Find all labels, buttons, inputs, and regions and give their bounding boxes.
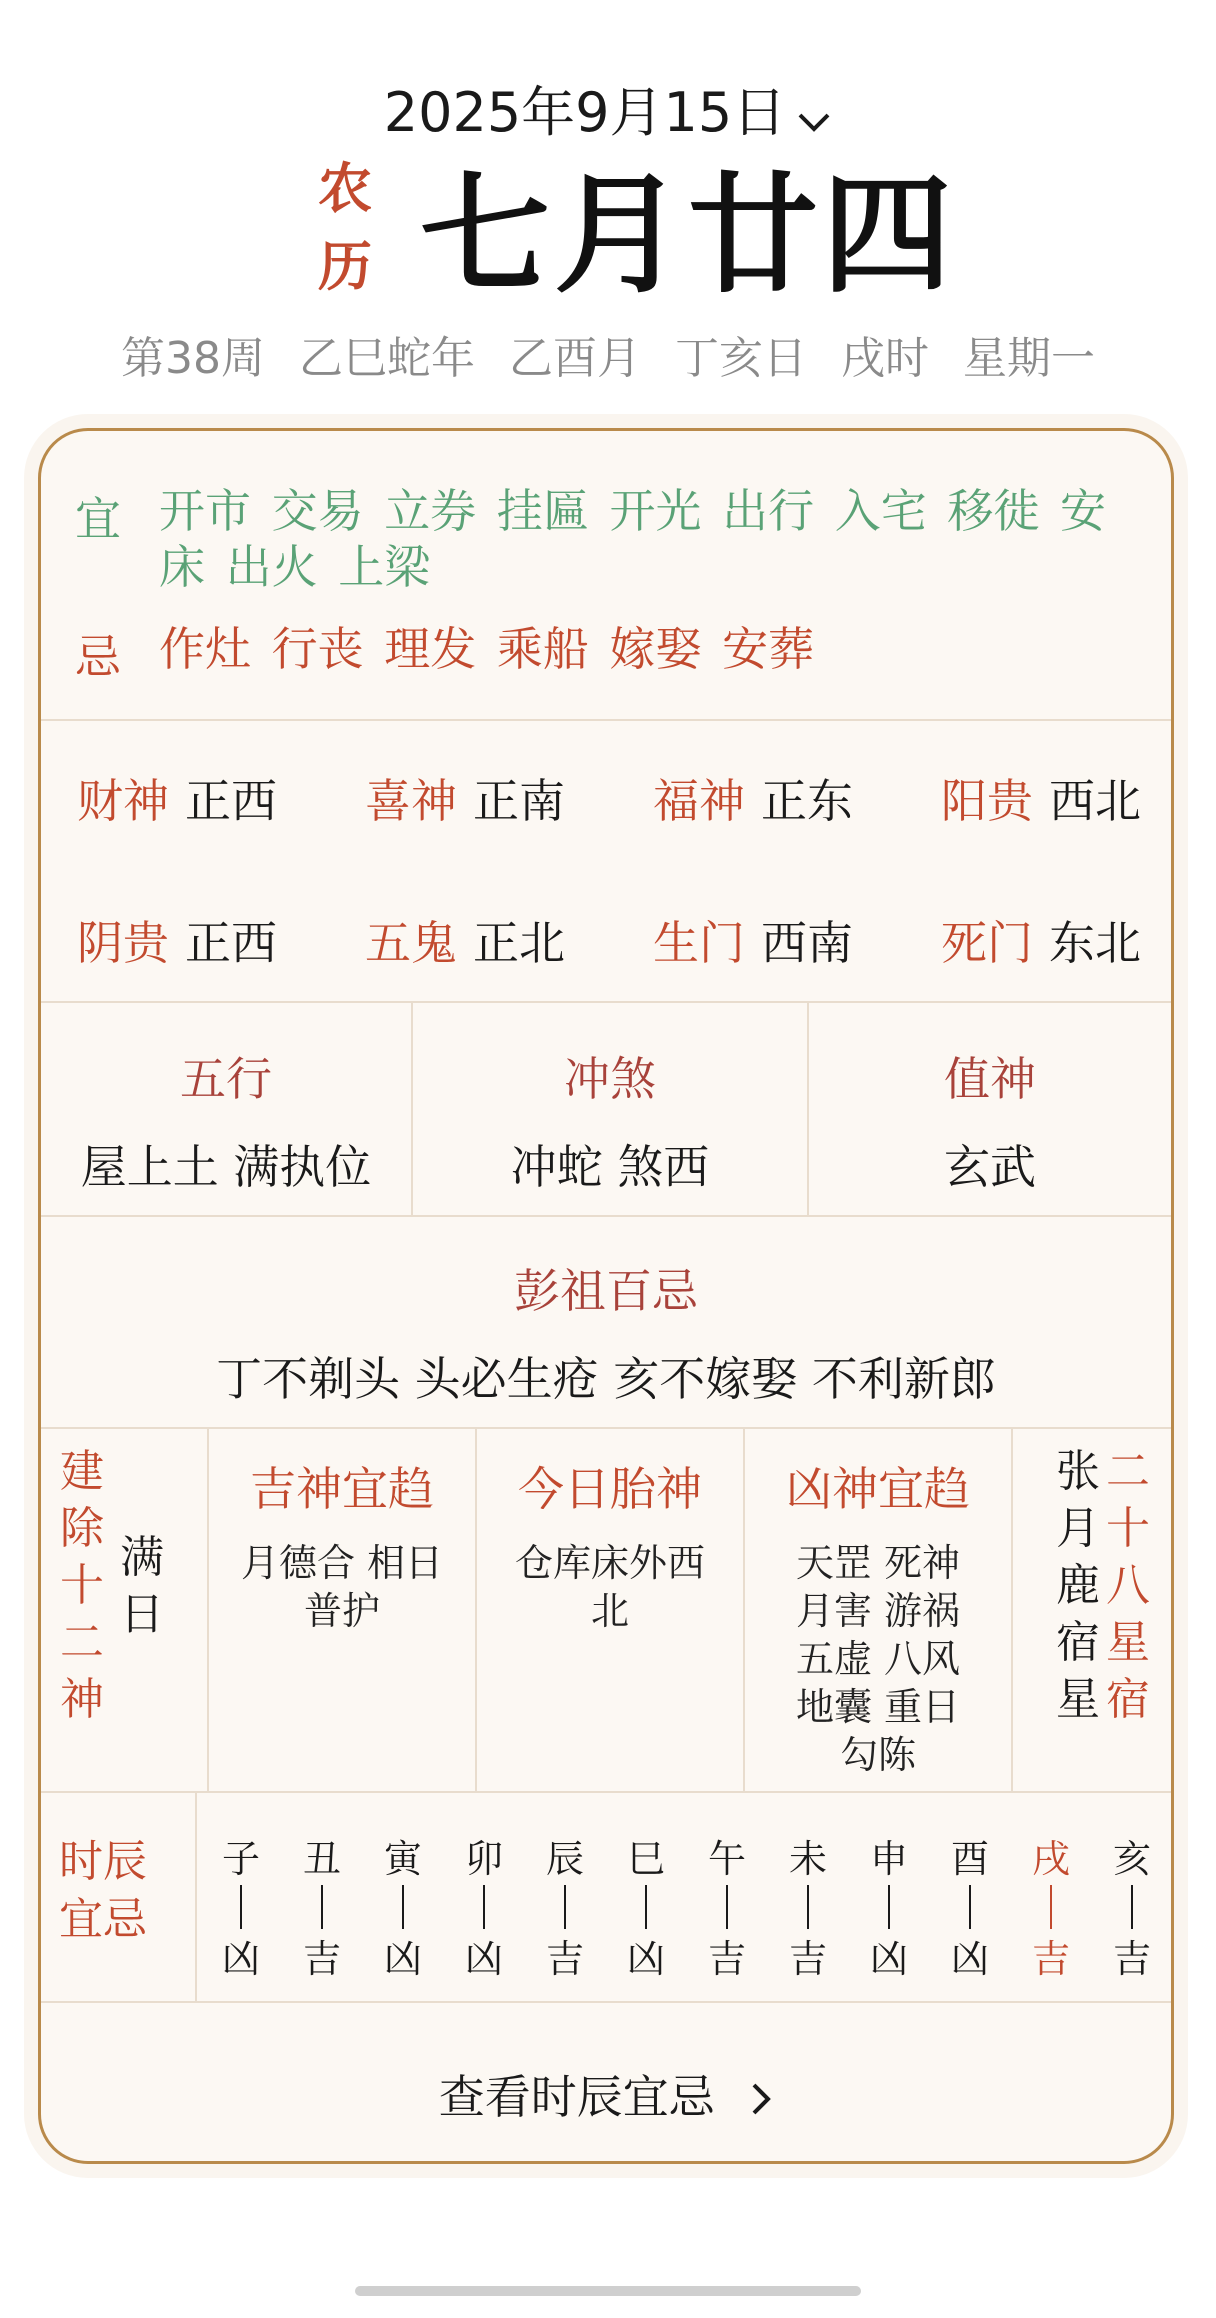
- hour-luck: 吉: [1112, 1937, 1151, 1981]
- jishen-line: 普护: [303, 1589, 380, 1633]
- hour-separator: [780, 1885, 836, 1937]
- hour-branch: 午: [707, 1837, 746, 1881]
- hour-separator: [618, 1885, 674, 1937]
- hour-branch: 卯: [464, 1837, 503, 1881]
- hour-branch: 子: [221, 1837, 260, 1881]
- god-five-ghosts: 五鬼 正北: [365, 916, 565, 970]
- jianchu-value: 满 日: [120, 1532, 164, 1640]
- hour-item[interactable]: [1104, 1837, 1160, 1981]
- xiongshen-line: 勾陈: [839, 1733, 916, 1777]
- zhishen-title: 值神: [944, 1052, 1036, 1106]
- pengzu-title: 彭祖百忌: [514, 1264, 698, 1318]
- divider: [195, 1793, 197, 2001]
- hour-separator: [294, 1885, 350, 1937]
- divider: [41, 2001, 1171, 2003]
- hour-branch: 巳: [626, 1837, 665, 1881]
- hour-branch: 未: [788, 1837, 827, 1881]
- hour-separator: [537, 1885, 593, 1937]
- solar-date-selector[interactable]: [0, 70, 1216, 148]
- hour-branch: 酉: [950, 1837, 989, 1881]
- god-life-gate: 生门 西南: [653, 916, 853, 970]
- hour-branch: 亥: [1112, 1837, 1151, 1881]
- jianchu-label: 建 除 十 二 神: [60, 1446, 104, 1725]
- god-fortune: 福神 正东: [653, 774, 853, 828]
- divider: [41, 1001, 1171, 1003]
- wuxing-value: 屋上土 满执位: [80, 1140, 372, 1194]
- hour-luck: 凶: [464, 1937, 503, 1981]
- pengzu-text: 丁不剃头 头必生疮 亥不嫁娶 不利新郎: [216, 1352, 996, 1406]
- chevron-down-icon: [796, 85, 832, 148]
- hour-luck: 吉: [788, 1937, 827, 1981]
- hour-item[interactable]: [213, 1837, 269, 1981]
- hour-separator: [699, 1885, 755, 1937]
- hour-luck: 吉: [545, 1937, 584, 1981]
- taishen-cell: [477, 1453, 743, 1635]
- xiu-value: 张 月 鹿 宿 星: [1056, 1446, 1100, 1725]
- hour-luck: 凶: [221, 1937, 260, 1981]
- hour-separator: [861, 1885, 917, 1937]
- lunar-label: [310, 150, 380, 306]
- hour-separator: [942, 1885, 998, 1937]
- hour-luck: 吉: [707, 1937, 746, 1981]
- hours-label: 时辰 宜忌: [59, 1836, 147, 1945]
- xiongshen-line: 五虚 八风: [795, 1637, 961, 1681]
- hour-luck: 凶: [626, 1937, 665, 1981]
- chongsha-cell: [413, 1043, 807, 1197]
- chongsha-title: 冲煞: [564, 1052, 656, 1106]
- hour-item[interactable]: [294, 1837, 350, 1981]
- yi-label: 宜: [75, 492, 121, 546]
- hour-branch: 辰: [545, 1837, 584, 1881]
- divider: [41, 1427, 1171, 1429]
- chongsha-value: 冲蛇 煞西: [510, 1140, 710, 1194]
- hour-item[interactable]: [618, 1837, 674, 1981]
- view-hours-label: 查看时辰宜忌: [438, 2070, 715, 2124]
- hour-branch: 申: [869, 1837, 908, 1881]
- hour-separator: [375, 1885, 431, 1937]
- hour-item[interactable]: [780, 1837, 836, 1981]
- xiu-label: 二 十 八 星 宿: [1106, 1446, 1150, 1725]
- divider: [1011, 1429, 1013, 1791]
- hour-branch: 戌: [1031, 1837, 1070, 1881]
- jishen-line: 月德合 相日: [240, 1541, 444, 1585]
- hour-item[interactable]: [699, 1837, 755, 1981]
- hour-item[interactable]: [1023, 1837, 1079, 1981]
- xiongshen-title: 凶神宜趋: [786, 1462, 970, 1516]
- lunar-label-char: 农: [318, 157, 372, 220]
- lunar-label-char: 历: [318, 235, 372, 298]
- hour-branch: 寅: [383, 1837, 422, 1881]
- zhishen-value: 玄武: [944, 1140, 1036, 1194]
- hour-luck: 凶: [383, 1937, 422, 1981]
- wuxing-title: 五行: [180, 1052, 272, 1106]
- hour-luck: 吉: [1031, 1937, 1070, 1981]
- hour-separator: [1104, 1885, 1160, 1937]
- hour-separator: [456, 1885, 512, 1937]
- zhishen-cell: [809, 1043, 1171, 1197]
- ji-label: 忌: [75, 630, 121, 684]
- solar-date: 2025年9月15日: [383, 81, 787, 144]
- taishen-title: 今日胎神: [518, 1462, 702, 1516]
- xiongshen-line: 天罡 死神: [795, 1541, 961, 1585]
- hour-item[interactable]: [375, 1837, 431, 1981]
- hour-separator: [213, 1885, 269, 1937]
- hour-item[interactable]: [456, 1837, 512, 1981]
- almanac-card: [38, 428, 1174, 2164]
- xiongshen-line: 月害 游祸: [795, 1589, 961, 1633]
- god-joy: 喜神 正南: [365, 774, 565, 828]
- jishen-title: 吉神宜趋: [250, 1462, 434, 1516]
- home-indicator[interactable]: [355, 2286, 861, 2296]
- xiongshen-cell: [745, 1453, 1011, 1779]
- hour-item[interactable]: [942, 1837, 998, 1981]
- hour-separator: [1023, 1885, 1079, 1937]
- god-yang-noble: 阳贵 西北: [941, 774, 1141, 828]
- hour-item[interactable]: [861, 1837, 917, 1981]
- divider: [41, 1791, 1171, 1793]
- view-hours-link[interactable]: [41, 2061, 1171, 2128]
- chevron-right-icon: [749, 2074, 773, 2128]
- yi-activities: 开市 交易 立券 挂匾 开光 出行 入宅 移徙 安床 出火 上梁: [159, 484, 1106, 594]
- god-yin-noble: 阴贵 正西: [77, 916, 277, 970]
- pengzu-cell: [41, 1255, 1171, 1409]
- hour-item[interactable]: [537, 1837, 593, 1981]
- jishen-cell: [209, 1453, 475, 1635]
- hour-luck: 凶: [950, 1937, 989, 1981]
- lunar-date: 七月廿四: [420, 159, 957, 311]
- hour-luck: 吉: [302, 1937, 341, 1981]
- xiongshen-line: 地囊 重日: [795, 1685, 961, 1729]
- taishen-line: 仓库床外西: [514, 1541, 705, 1585]
- ji-activities: 作灶 行丧 理发 乘船 嫁娶 安葬: [159, 622, 815, 676]
- hour-branch: 丑: [302, 1837, 341, 1881]
- god-wealth: 财神 正西: [77, 774, 277, 828]
- divider: [41, 719, 1171, 721]
- wuxing-cell: [41, 1043, 411, 1197]
- divider: [41, 1215, 1171, 1217]
- date-sub-info: 第38周 乙巳蛇年 乙酉月 丁亥日 戌时 星期一: [121, 333, 1095, 384]
- taishen-line: 北: [590, 1589, 629, 1633]
- hour-luck: 凶: [869, 1937, 908, 1981]
- god-death-gate: 死门 东北: [941, 916, 1141, 970]
